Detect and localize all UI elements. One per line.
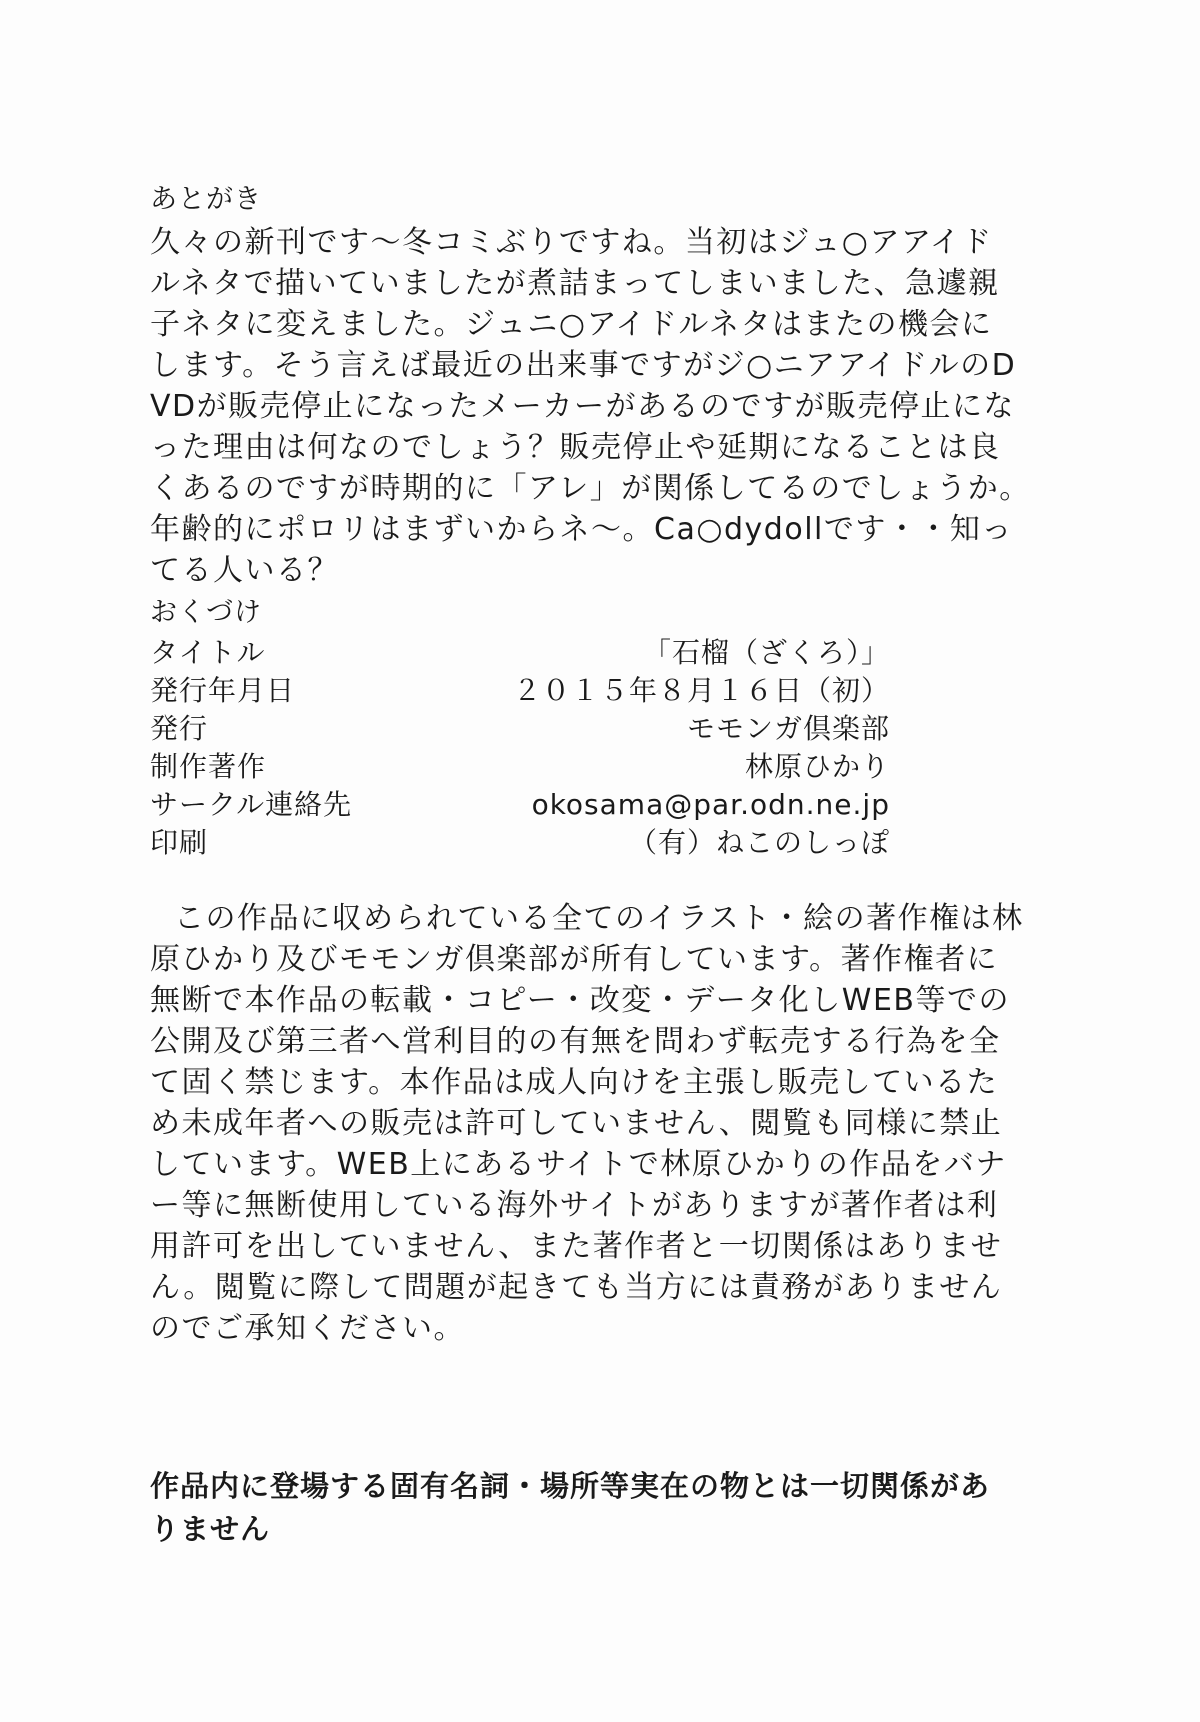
copyright-line: て固く禁じます。本作品は成人向けを主張し販売しているた: [150, 1065, 999, 1100]
copyright-line: この作品に収められている全てのイラスト・絵の著作権は林: [174, 901, 1024, 936]
colophon-row-publisher: [150, 710, 940, 748]
afterword-line: ルネタで描いていましたが煮詰まってしまいました、急遽親: [150, 266, 1000, 301]
colophon-value: 「石榴（ざくろ）」: [642, 636, 890, 669]
afterword-line: てる人いる？: [150, 553, 339, 588]
colophon-label: 印刷: [150, 826, 209, 859]
afterword-line: します。そう言えば最近の出来事ですがジ○ニアアイドルのD: [150, 348, 1017, 383]
afterword-line: 子ネタに変えました。ジュニ○アイドルネタはまたの機会に: [150, 307, 993, 342]
colophon-row-date: [150, 672, 940, 710]
disclaimer-line: りません: [150, 1512, 271, 1546]
disclaimer: [150, 1465, 1150, 1551]
copyright-line: しています。WEB上にあるサイトで林原ひかりの作品をバナ: [150, 1147, 1007, 1182]
colophon-row-printer: [150, 824, 940, 862]
colophon-value: モモンガ倶楽部: [686, 712, 890, 745]
colophon-table: [150, 634, 940, 862]
copyright-line: 原ひかり及びモモンガ倶楽部が所有しています。著作権者に: [150, 942, 999, 977]
copyright-line: め未成年者への販売は許可していません、閲覧も同様に禁止: [150, 1106, 1003, 1141]
colophon-value: okosama@par.odn.ne.jp: [531, 788, 890, 821]
copyright-line: ん。閲覧に際して問題が起きても当方には責務がありません: [150, 1270, 1003, 1305]
colophon-row-title: [150, 634, 940, 672]
copyright-line: 無断で本作品の転載・コピー・改変・データ化しWEB等での: [150, 983, 1010, 1018]
colophon-label: タイトル: [150, 636, 266, 669]
colophon-value: （有）ねこのしっぽ: [628, 826, 890, 859]
afterword-body: [150, 222, 1150, 591]
afterword-heading: あとがき: [150, 184, 262, 215]
copyright-line: のでご承知ください。: [150, 1311, 465, 1346]
afterword-line: 年齢的にポロリはまずいからネ～。Ca○dydollです・・知っ: [150, 512, 1013, 547]
afterword-line: った理由は何なのでしょう？販売停止や延期になることは良: [150, 430, 1001, 465]
afterword-line: VDが販売停止になったメーカーがあるのですが販売停止にな: [150, 389, 1016, 424]
colophon-value: ２０１５年８月１６日（初）: [512, 674, 890, 707]
colophon-label: 制作著作: [150, 750, 267, 783]
colophon-label: 発行年月日: [150, 674, 296, 707]
copyright-notice: [150, 898, 1150, 1349]
colophon-heading: おくづけ: [150, 597, 262, 628]
disclaimer-line: 作品内に登場する固有名詞・場所等実在の物とは一切関係があ: [150, 1469, 991, 1503]
colophon-row-author: [150, 748, 940, 786]
colophon-label: サークル連絡先: [150, 788, 353, 821]
colophon-value: 林原ひかり: [744, 750, 890, 783]
colophon-label: 発行: [150, 712, 209, 745]
copyright-line: 公開及び第三者へ営利目的の有無を問わず転売する行為を全: [150, 1024, 1001, 1059]
afterword-line: くあるのですが時期的に「アレ」が関係してるのでしょうか。: [150, 471, 1031, 506]
colophon-row-contact: [150, 786, 940, 824]
copyright-line: ー等に無断使用している海外サイトがありますが著作者は利: [150, 1188, 999, 1223]
copyright-line: 用許可を出していません、また著作者と一切関係はありませ: [150, 1229, 1003, 1264]
afterword-line: 久々の新刊です～冬コミぶりですね。当初はジュ○アアイド: [150, 225, 993, 260]
